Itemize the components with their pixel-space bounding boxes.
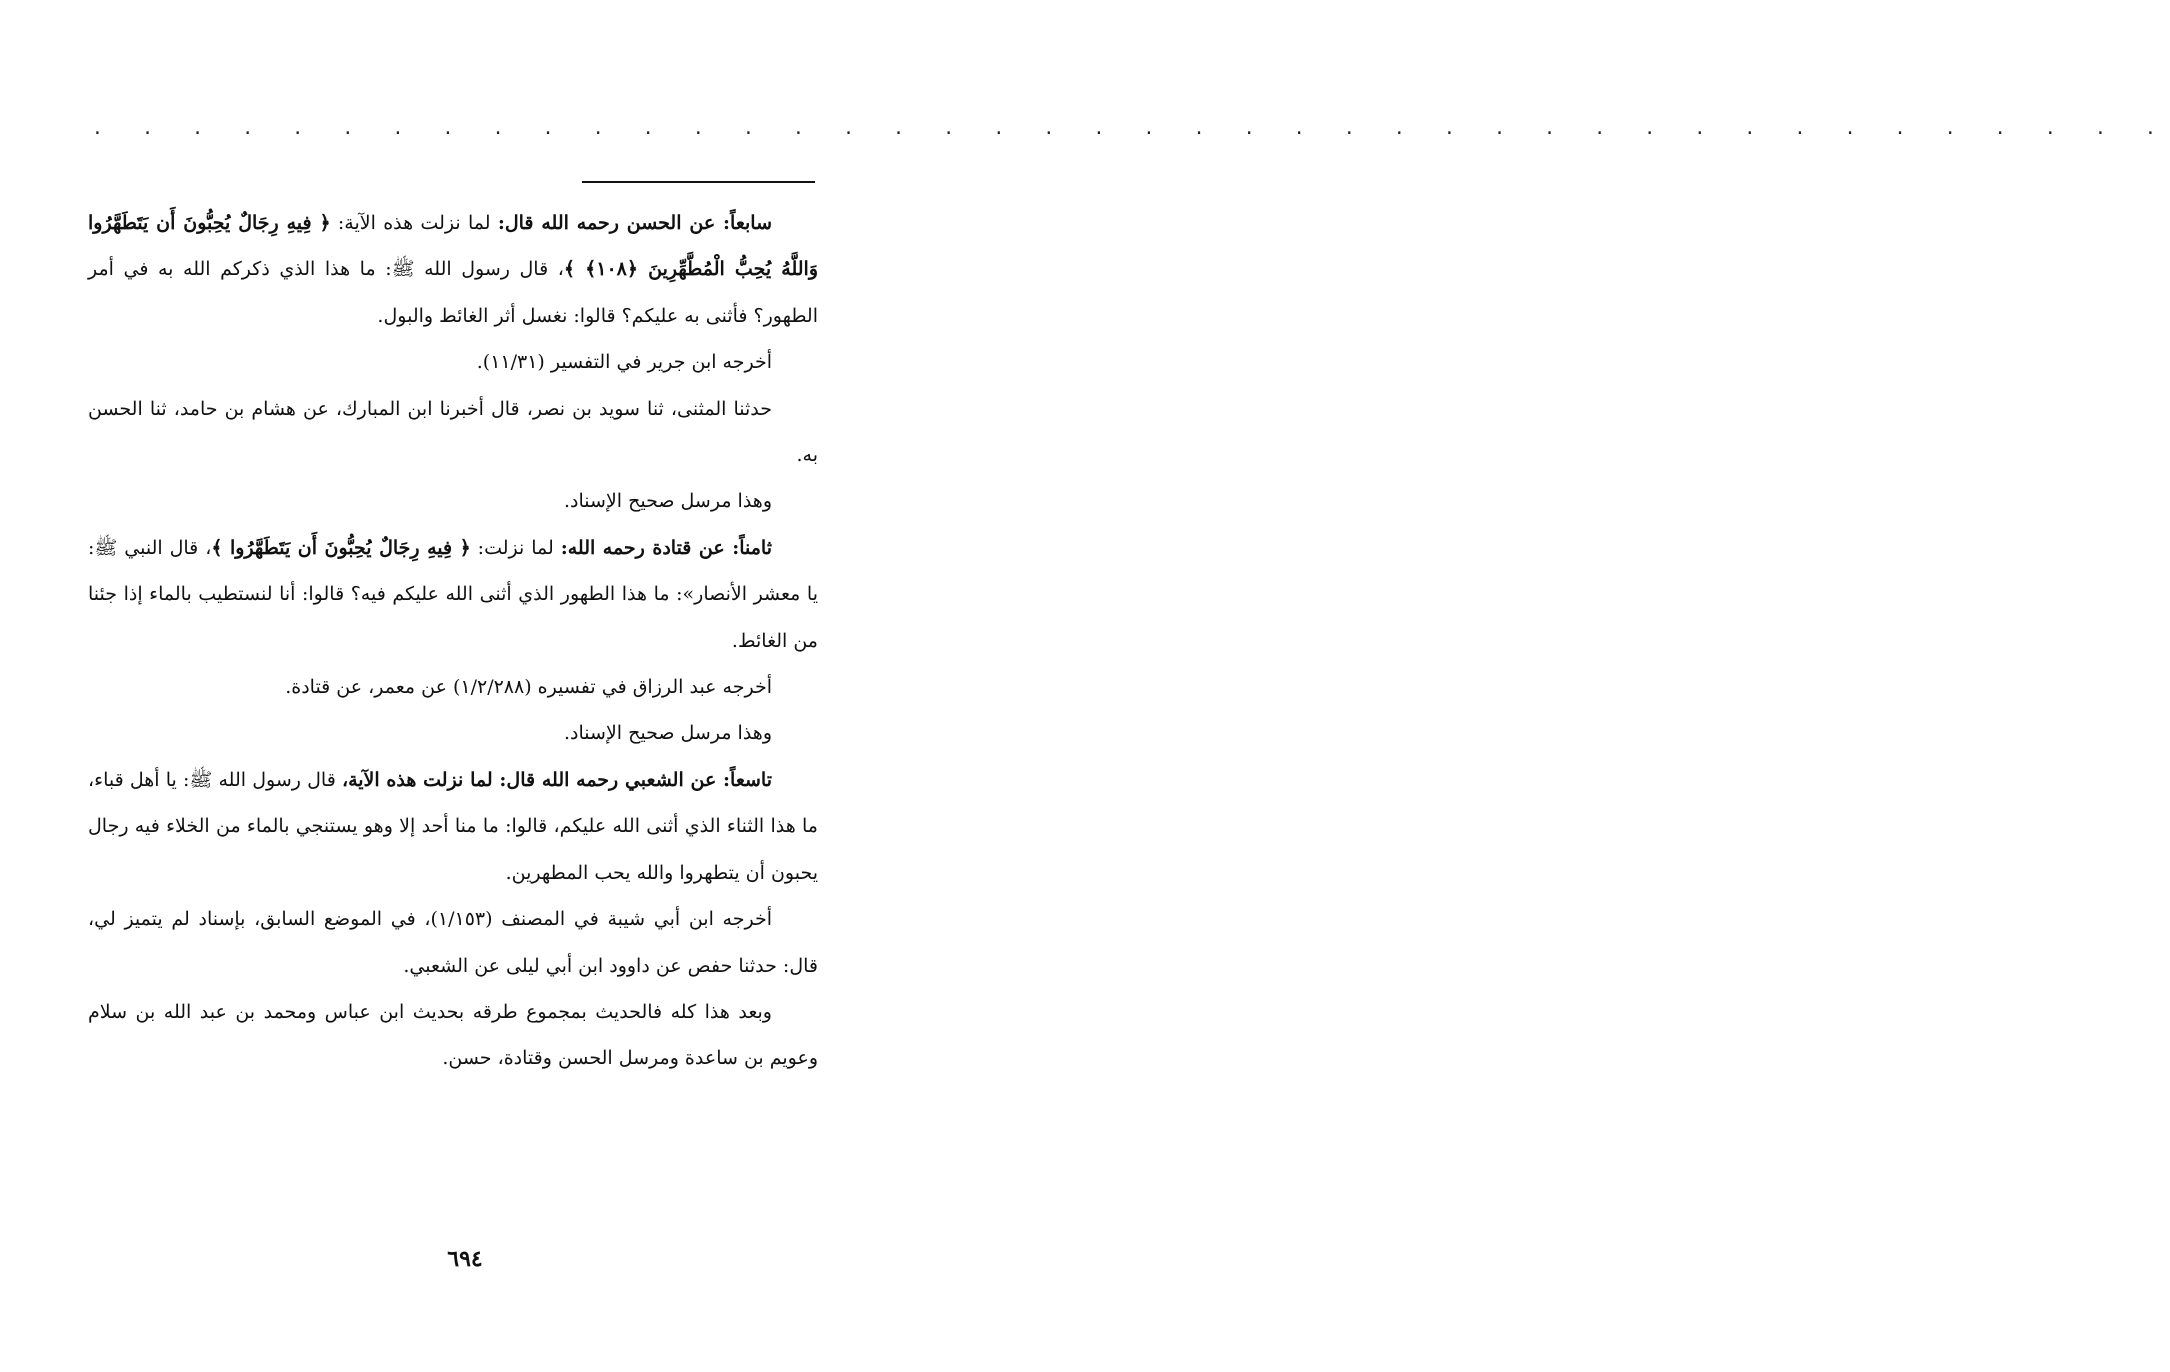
- paragraph-8: [88, 525, 818, 664]
- paragraph-text: لما نزلت هذه الآية:: [330, 212, 498, 234]
- paragraph-7: [88, 200, 818, 339]
- dotted-separator: . . . . . . . . . . . . . . . . . . . . . . . . . . . . . . . . . . . . . . . . . .: [92, 118, 2170, 139]
- citation-text: أخرجه ابن أبي شيبة في المصنف (١/١٥٣)، في الموضع السابق، بإسناد لم يتميز لي، قال: حدثنا حفص عن داوود ابن أبي ليلى عن الشعبي.: [88, 908, 818, 977]
- page-body: [88, 200, 818, 1082]
- paragraph-lead: سابعاً: عن الحسن رحمه الله قال:: [497, 212, 773, 234]
- quran-verse: ﴿ فِيهِ رِجَالٌ يُحِبُّونَ أَن يَتَطَهَّرُوا ﴾: [211, 536, 471, 559]
- grading: [88, 478, 818, 524]
- conclusion: [88, 989, 818, 1082]
- paragraph-text: لما نزلت:: [470, 536, 561, 559]
- footnote-rule: [582, 181, 815, 183]
- citation-text: أخرجه ابن جرير في التفسير (١١/٣١).: [476, 351, 772, 374]
- conclusion-text: وبعد هذا كله فالحديث بمجموع طرقه بحديث ابن عباس ومحمد بن عبد الله بن سلام وعويم بن ساعدة ومرسل الحسن وقتادة، حسن.: [88, 1000, 818, 1070]
- grading: [88, 710, 818, 756]
- paragraph-lead: تاسعاً: عن الشعبي رحمه الله قال: لما نزلت هذه الآية،: [341, 768, 772, 791]
- citation-text: أخرجه عبد الرزاق في تفسيره (١/٢/٢٨٨) عن معمر، عن قتادة.: [285, 676, 772, 699]
- paragraph-9: [88, 757, 818, 896]
- paragraph-lead: ثامناً: عن قتادة رحمه الله:: [560, 536, 772, 559]
- isnad: [88, 386, 818, 479]
- page-number: ٦٩٤: [447, 1246, 483, 1272]
- isnad-text: حدثنا المثنى، ثنا سويد بن نصر، قال أخبرنا ابن المبارك، عن هشام بن حامد، ثنا الحسن به.: [88, 397, 818, 467]
- quran-verse: ﴿ فِيهِ رِجَالٌ يُحِبُّونَ أَن يَتَطَهَّرُوا وَاللَّهُ يُحِبُّ الْمُطَّهِّرِينَ ﴿١٠٨﴾ ﴾: [88, 212, 818, 281]
- citation: [88, 339, 818, 385]
- paragraph-tail: ، قال النبي ﷺ: يا معشر الأنصار»: ما هذا الطهور الذي أثنى الله عليكم فيه؟ قالوا: أنا لنستطيب بالماء إذا جئنا من الغائط.: [88, 536, 818, 652]
- grading-text: وهذا مرسل صحيح الإسناد.: [564, 490, 772, 513]
- citation: [88, 664, 818, 710]
- grading-text: وهذا مرسل صحيح الإسناد.: [564, 722, 772, 745]
- paragraph-tail: ، قال رسول الله ﷺ: ما هذا الذي ذكركم الله به في أمر الطهور؟ فأثنى به عليكم؟ قالوا: نغسل أثر الغائط والبول.: [88, 258, 818, 327]
- paragraph-text: قال رسول الله ﷺ: يا أهل قباء، ما هذا الثناء الذي أثنى الله عليكم، قالوا: ما منا أحد إلا وهو يستنجي بالماء من الخلاء فيه رجال يحبون أن يتطهروا والله يحب المطهرين.: [88, 768, 818, 884]
- citation: [88, 896, 818, 989]
